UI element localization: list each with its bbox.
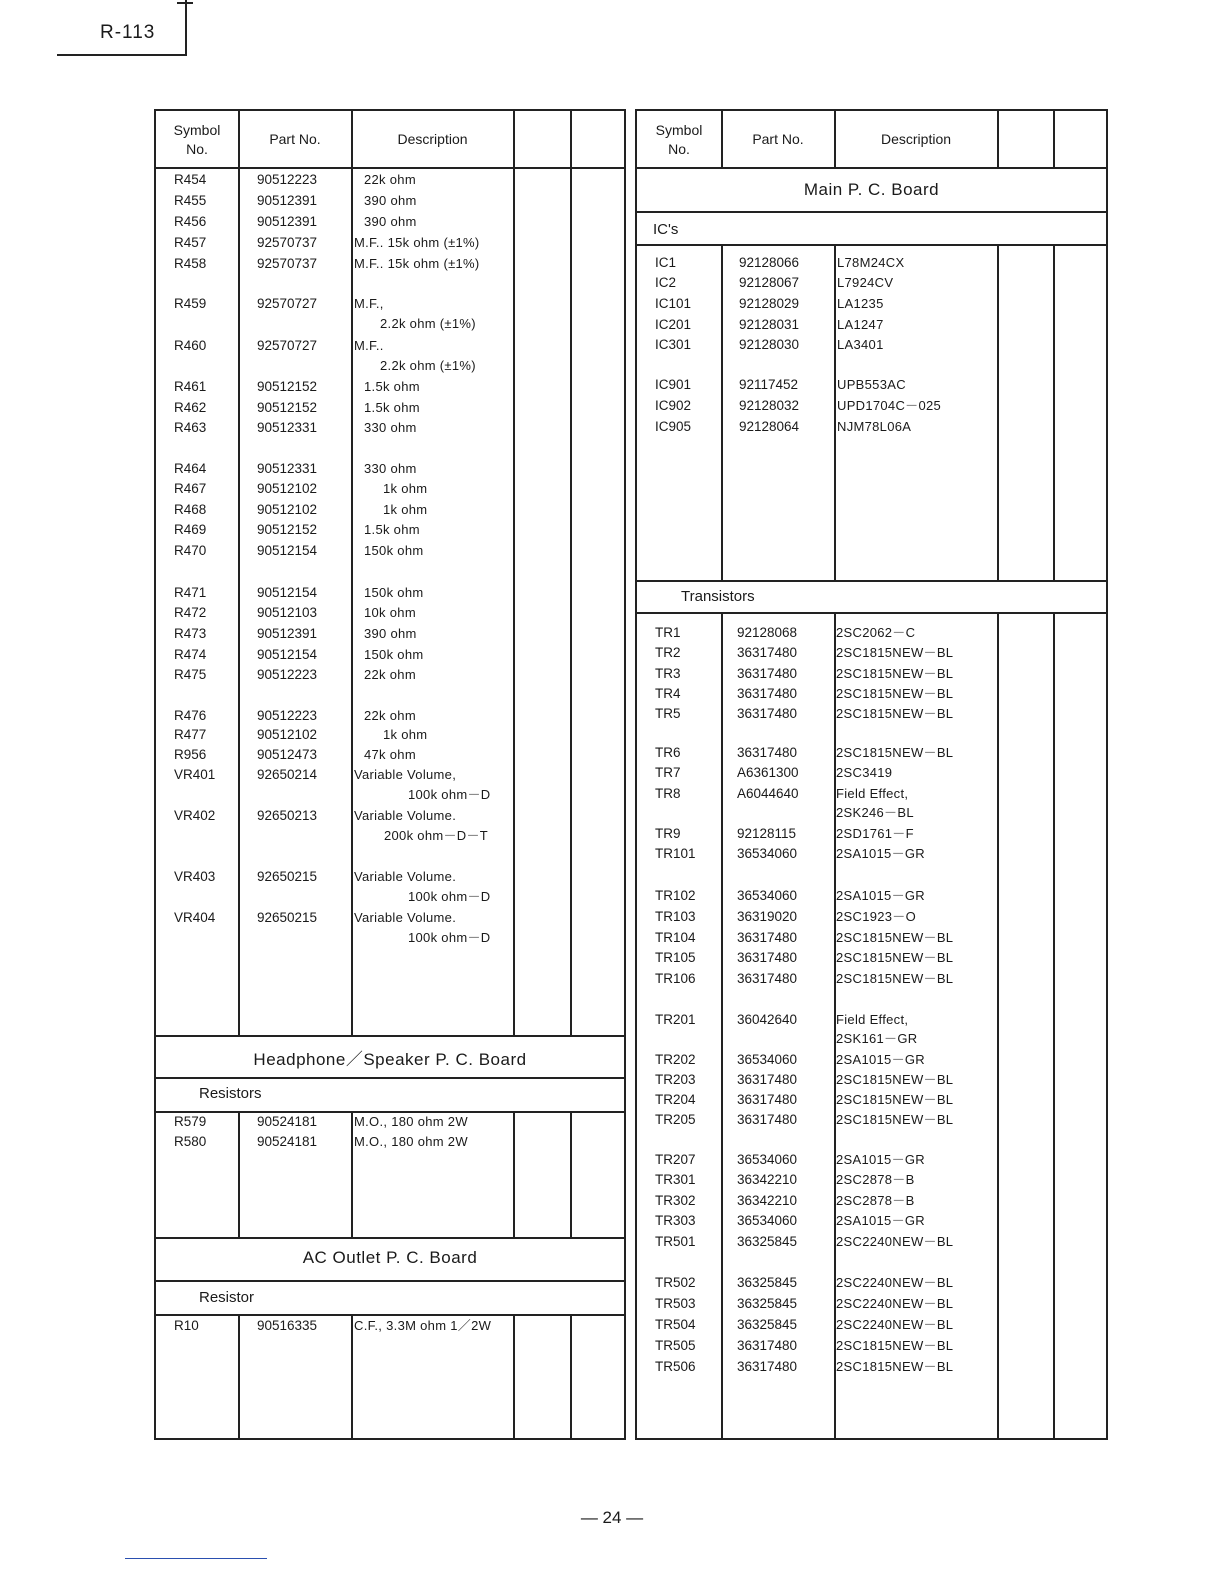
part-number-cell: 92128029 bbox=[739, 296, 800, 311]
description-cell: 200k ohm－D－T bbox=[384, 828, 489, 843]
symbol-cell: IC101 bbox=[655, 296, 692, 311]
description-cell: NJM78L06A bbox=[837, 419, 912, 434]
symbol-cell: TR301 bbox=[655, 1172, 696, 1187]
symbol-cell: TR103 bbox=[655, 909, 696, 924]
part-number-cell: 92570727 bbox=[257, 296, 318, 311]
part-number-cell: A6044640 bbox=[737, 786, 799, 801]
ics-category: IC's bbox=[653, 221, 679, 238]
part-number-cell: 36317480 bbox=[737, 1092, 798, 1107]
description-cell: M.O., 180 ohm 2W bbox=[354, 1114, 468, 1129]
description-cell: 2SC1815NEW－BL bbox=[836, 745, 954, 760]
description-cell: 2SC2878－B bbox=[836, 1193, 915, 1208]
part-number-cell: 90512102 bbox=[257, 481, 318, 496]
description-cell: 150k ohm bbox=[364, 585, 424, 600]
description-cell: 2.2k ohm (±1%) bbox=[380, 316, 476, 331]
symbol-cell: IC901 bbox=[655, 377, 692, 392]
symbol-cell: R472 bbox=[174, 605, 207, 620]
header-rule-tick bbox=[177, 2, 193, 4]
part-number-cell: 92128115 bbox=[737, 826, 797, 841]
description-cell: 2SC2062－C bbox=[836, 625, 916, 640]
description-cell: 2SC1815NEW－BL bbox=[836, 706, 954, 721]
description-cell: 2SC3419 bbox=[836, 765, 893, 780]
part-number-cell: A6361300 bbox=[737, 765, 799, 780]
description-cell: Variable Volume, bbox=[354, 767, 457, 782]
description-cell: 2.2k ohm (±1%) bbox=[380, 358, 476, 373]
symbol-cell: R456 bbox=[174, 214, 207, 229]
description-cell: 2SC1815NEW－BL bbox=[836, 950, 954, 965]
description-cell: 2SC2240NEW－BL bbox=[836, 1234, 954, 1249]
main-board-title: Main P. C. Board bbox=[803, 180, 940, 199]
symbol-cell: TR205 bbox=[655, 1112, 696, 1127]
page-number: — 24 — bbox=[580, 1508, 644, 1527]
part-number-cell: 36317480 bbox=[737, 971, 798, 986]
description-cell: 2SC1815NEW－BL bbox=[836, 930, 954, 945]
header-rule-vertical bbox=[185, 0, 187, 55]
symbol-cell: VR401 bbox=[174, 767, 216, 782]
description-cell: 2SK161－GR bbox=[836, 1031, 918, 1046]
part-number-cell: 36317480 bbox=[737, 1072, 798, 1087]
part-number-cell: 92128068 bbox=[737, 625, 798, 640]
symbol-cell: TR505 bbox=[655, 1338, 696, 1353]
part-number-cell: 36325845 bbox=[737, 1317, 798, 1332]
description-cell: 2SC2240NEW－BL bbox=[836, 1275, 954, 1290]
part-number-cell: 90512152 bbox=[257, 400, 318, 415]
column-header-description: Description bbox=[397, 131, 468, 147]
page-id: R-113 bbox=[100, 22, 156, 43]
description-cell: 2SA1015－GR bbox=[836, 888, 925, 903]
symbol-cell: TR105 bbox=[655, 950, 696, 965]
part-number-cell: 92570727 bbox=[257, 338, 318, 353]
symbol-cell: R579 bbox=[174, 1114, 207, 1129]
symbol-cell: R473 bbox=[174, 626, 207, 641]
description-cell: 2SC1923－O bbox=[836, 909, 917, 924]
part-number-cell: 36325845 bbox=[737, 1275, 798, 1290]
description-cell: 10k ohm bbox=[364, 605, 416, 620]
description-cell: 2SC2240NEW－BL bbox=[836, 1296, 954, 1311]
ac-outlet-category: Resistor bbox=[199, 1289, 255, 1306]
symbol-cell: TR4 bbox=[655, 686, 681, 701]
description-cell: 47k ohm bbox=[364, 747, 416, 762]
part-number-cell: 92117452 bbox=[739, 377, 799, 392]
symbol-cell: IC2 bbox=[655, 275, 677, 290]
right-parts-table bbox=[635, 109, 1108, 1440]
part-number-cell: 92128067 bbox=[739, 275, 800, 290]
symbol-cell: TR207 bbox=[655, 1152, 696, 1167]
description-cell: 2SA1015－GR bbox=[836, 1052, 925, 1067]
symbol-cell: TR8 bbox=[655, 786, 681, 801]
headphone-category: Resistors bbox=[199, 1085, 262, 1102]
part-number-cell: 36317480 bbox=[737, 930, 798, 945]
description-cell: LA1235 bbox=[837, 296, 884, 311]
description-cell: 100k ohm－D bbox=[408, 787, 491, 802]
symbol-cell: R10 bbox=[174, 1318, 199, 1333]
description-cell: 390 ohm bbox=[364, 193, 417, 208]
description-cell: 330 ohm bbox=[364, 420, 417, 435]
symbol-cell: TR5 bbox=[655, 706, 681, 721]
part-number-cell: 90512152 bbox=[257, 379, 318, 394]
symbol-cell: R467 bbox=[174, 481, 207, 496]
description-cell: L78M24CX bbox=[837, 255, 905, 270]
part-number-cell: 36042640 bbox=[737, 1012, 798, 1027]
ac-outlet-board-title: AC Outlet P. C. Board bbox=[302, 1248, 478, 1267]
symbol-cell: R476 bbox=[174, 708, 207, 723]
description-cell: M.F., bbox=[354, 296, 384, 311]
symbol-cell: R454 bbox=[174, 172, 207, 187]
description-cell: 1k ohm bbox=[383, 727, 428, 742]
description-cell: 2SC1815NEW－BL bbox=[836, 666, 954, 681]
symbol-cell: R468 bbox=[174, 502, 207, 517]
symbol-cell: TR7 bbox=[655, 765, 681, 780]
part-number-cell: 92650215 bbox=[257, 910, 318, 925]
part-number-cell: 36319020 bbox=[737, 909, 798, 924]
part-number-cell: 90512102 bbox=[257, 727, 318, 742]
part-number-cell: 90512391 bbox=[257, 214, 318, 229]
symbol-cell: R474 bbox=[174, 647, 207, 662]
symbol-cell: VR404 bbox=[174, 910, 216, 925]
part-number-cell: 90512103 bbox=[257, 605, 318, 620]
part-number-cell: 90524181 bbox=[257, 1114, 318, 1129]
description-cell: 2SC1815NEW－BL bbox=[836, 1359, 954, 1374]
part-number-cell: 90512154 bbox=[257, 585, 318, 600]
symbol-cell: TR302 bbox=[655, 1193, 696, 1208]
symbol-cell: R469 bbox=[174, 522, 207, 537]
symbol-cell: R460 bbox=[174, 338, 207, 353]
description-cell: 390 ohm bbox=[364, 626, 417, 641]
description-cell: L7924CV bbox=[837, 275, 894, 290]
part-number-cell: 90512102 bbox=[257, 502, 318, 517]
symbol-cell: R475 bbox=[174, 667, 207, 682]
symbol-cell: VR402 bbox=[174, 808, 216, 823]
symbol-cell: TR506 bbox=[655, 1359, 696, 1374]
part-number-cell: 90512223 bbox=[257, 667, 318, 682]
part-number-cell: 92650213 bbox=[257, 808, 318, 823]
symbol-cell: R470 bbox=[174, 543, 207, 558]
description-cell: 1.5k ohm bbox=[364, 400, 420, 415]
part-number-cell: 90512154 bbox=[257, 543, 318, 558]
symbol-cell: TR504 bbox=[655, 1317, 696, 1332]
symbol-cell: TR202 bbox=[655, 1052, 696, 1067]
part-number-cell: 90512223 bbox=[257, 172, 318, 187]
part-number-cell: 92650214 bbox=[257, 767, 318, 782]
description-cell: 2SK246－BL bbox=[836, 805, 914, 820]
description-cell: 2SD1761－F bbox=[836, 826, 914, 841]
part-number-cell: 36317480 bbox=[737, 745, 798, 760]
part-number-cell: 90512391 bbox=[257, 193, 318, 208]
symbol-cell: TR1 bbox=[655, 625, 681, 640]
part-number-cell: 36325845 bbox=[737, 1296, 798, 1311]
part-number-cell: 90512331 bbox=[257, 420, 318, 435]
symbol-cell: R956 bbox=[174, 747, 207, 762]
headphone-board-title: Headphone／Speaker P. C. Board bbox=[253, 1050, 527, 1069]
description-cell: 390 ohm bbox=[364, 214, 417, 229]
description-cell: 2SA1015－GR bbox=[836, 1152, 925, 1167]
part-number-cell: 36534060 bbox=[737, 1152, 798, 1167]
symbol-cell: TR201 bbox=[655, 1012, 696, 1027]
part-number-cell: 36317480 bbox=[737, 686, 798, 701]
description-cell: 2SC1815NEW－BL bbox=[836, 971, 954, 986]
part-number-cell: 36534060 bbox=[737, 1213, 798, 1228]
description-cell: C.F., 3.3M ohm 1／2W bbox=[354, 1318, 492, 1333]
description-cell: Field Effect, bbox=[836, 786, 909, 801]
transistors-category: Transistors bbox=[681, 588, 755, 605]
symbol-cell: TR203 bbox=[655, 1072, 696, 1087]
part-number-cell: 36317480 bbox=[737, 645, 798, 660]
part-number-cell: 90524181 bbox=[257, 1134, 318, 1149]
description-cell: M.F.. 15k ohm (±1%) bbox=[354, 235, 480, 250]
description-cell: M.F.. bbox=[354, 338, 384, 353]
part-number-cell: 92128030 bbox=[739, 337, 800, 352]
description-cell: 2SC1815NEW－BL bbox=[836, 1112, 954, 1127]
part-number-cell: 36534060 bbox=[737, 846, 798, 861]
description-cell: 150k ohm bbox=[364, 543, 424, 558]
part-number-cell: 36317480 bbox=[737, 666, 798, 681]
symbol-cell: TR6 bbox=[655, 745, 681, 760]
part-number-cell: 36317480 bbox=[737, 1359, 798, 1374]
part-number-cell: 92128032 bbox=[739, 398, 800, 413]
part-number-cell: 36317480 bbox=[737, 1112, 798, 1127]
part-number-cell: 36342210 bbox=[737, 1193, 798, 1208]
description-cell: 1.5k ohm bbox=[364, 379, 420, 394]
description-cell: 2SC1815NEW－BL bbox=[836, 645, 954, 660]
symbol-cell: TR9 bbox=[655, 826, 681, 841]
part-number-cell: 92128066 bbox=[739, 255, 800, 270]
description-cell: M.O., 180 ohm 2W bbox=[354, 1134, 468, 1149]
symbol-cell: TR106 bbox=[655, 971, 696, 986]
column-header-symbol: Symbol No. bbox=[173, 121, 221, 157]
symbol-cell: R477 bbox=[174, 727, 207, 742]
part-number-cell: 36342210 bbox=[737, 1172, 798, 1187]
part-number-cell: 90512473 bbox=[257, 747, 318, 762]
description-cell: 2SC1815NEW－BL bbox=[836, 1092, 954, 1107]
part-number-cell: 90512223 bbox=[257, 708, 318, 723]
description-cell: 2SC1815NEW－BL bbox=[836, 1338, 954, 1353]
description-cell: 150k ohm bbox=[364, 647, 424, 662]
symbol-cell: IC301 bbox=[655, 337, 692, 352]
bottom-rule bbox=[125, 1558, 267, 1559]
left-parts-table bbox=[154, 109, 626, 1440]
symbol-cell: R459 bbox=[174, 296, 207, 311]
symbol-cell: TR501 bbox=[655, 1234, 696, 1249]
header-rule-horizontal bbox=[57, 54, 187, 56]
symbol-cell: R458 bbox=[174, 256, 207, 271]
part-number-cell: 92570737 bbox=[257, 256, 318, 271]
symbol-cell: R464 bbox=[174, 461, 207, 476]
description-cell: Variable Volume. bbox=[354, 910, 457, 925]
symbol-cell: IC1 bbox=[655, 255, 677, 270]
symbol-cell: IC905 bbox=[655, 419, 692, 434]
part-number-cell: 36534060 bbox=[737, 1052, 798, 1067]
description-cell: 100k ohm－D bbox=[408, 889, 491, 904]
description-cell: Variable Volume. bbox=[354, 869, 457, 884]
column-header-part: Part No. bbox=[752, 131, 804, 147]
description-cell: 2SC1815NEW－BL bbox=[836, 686, 954, 701]
symbol-cell: TR104 bbox=[655, 930, 696, 945]
description-cell: 1k ohm bbox=[383, 481, 428, 496]
symbol-cell: TR3 bbox=[655, 666, 681, 681]
description-cell: 22k ohm bbox=[364, 172, 416, 187]
part-number-cell: 36317480 bbox=[737, 950, 798, 965]
description-cell: 2SC2878－B bbox=[836, 1172, 915, 1187]
part-number-cell: 90512331 bbox=[257, 461, 318, 476]
part-number-cell: 36325845 bbox=[737, 1234, 798, 1249]
description-cell: 2SA1015－GR bbox=[836, 846, 925, 861]
description-cell: M.F.. 15k ohm (±1%) bbox=[354, 256, 480, 271]
description-cell: 1.5k ohm bbox=[364, 522, 420, 537]
symbol-cell: TR102 bbox=[655, 888, 696, 903]
description-cell: LA1247 bbox=[837, 317, 884, 332]
part-number-cell: 90512391 bbox=[257, 626, 318, 641]
part-number-cell: 90512154 bbox=[257, 647, 318, 662]
part-number-cell: 36534060 bbox=[737, 888, 798, 903]
symbol-cell: R457 bbox=[174, 235, 207, 250]
symbol-cell: TR502 bbox=[655, 1275, 696, 1290]
description-cell: 100k ohm－D bbox=[408, 930, 491, 945]
description-cell: Field Effect, bbox=[836, 1012, 909, 1027]
description-cell: UPD1704C－025 bbox=[837, 398, 942, 413]
symbol-cell: VR403 bbox=[174, 869, 216, 884]
description-cell: 2SA1015－GR bbox=[836, 1213, 925, 1228]
part-number-cell: 92570737 bbox=[257, 235, 318, 250]
column-header-symbol: Symbol No. bbox=[655, 121, 703, 157]
symbol-cell: TR303 bbox=[655, 1213, 696, 1228]
part-number-cell: 92128064 bbox=[739, 419, 800, 434]
description-cell: LA3401 bbox=[837, 337, 884, 352]
column-header-description: Description bbox=[880, 131, 952, 147]
symbol-cell: R463 bbox=[174, 420, 207, 435]
symbol-cell: IC902 bbox=[655, 398, 692, 413]
symbol-cell: TR101 bbox=[655, 846, 696, 861]
part-number-cell: 90512152 bbox=[257, 522, 318, 537]
description-cell: 2SC1815NEW－BL bbox=[836, 1072, 954, 1087]
description-cell: 2SC2240NEW－BL bbox=[836, 1317, 954, 1332]
symbol-cell: IC201 bbox=[655, 317, 692, 332]
column-header-part: Part No. bbox=[269, 131, 321, 147]
description-cell: Variable Volume. bbox=[354, 808, 457, 823]
part-number-cell: 36317480 bbox=[737, 1338, 798, 1353]
symbol-cell: TR503 bbox=[655, 1296, 696, 1311]
symbol-cell: R462 bbox=[174, 400, 207, 415]
part-number-cell: 90516335 bbox=[257, 1318, 318, 1333]
description-cell: 22k ohm bbox=[364, 667, 416, 682]
symbol-cell: R455 bbox=[174, 193, 207, 208]
symbol-cell: TR2 bbox=[655, 645, 681, 660]
symbol-cell: R461 bbox=[174, 379, 207, 394]
symbol-cell: R471 bbox=[174, 585, 207, 600]
part-number-cell: 36317480 bbox=[737, 706, 798, 721]
part-number-cell: 92128031 bbox=[739, 317, 800, 332]
part-number-cell: 92650215 bbox=[257, 869, 318, 884]
symbol-cell: R580 bbox=[174, 1134, 207, 1149]
description-cell: UPB553AC bbox=[837, 377, 906, 392]
description-cell: 1k ohm bbox=[383, 502, 428, 517]
symbol-cell: TR204 bbox=[655, 1092, 696, 1107]
description-cell: 22k ohm bbox=[364, 708, 416, 723]
description-cell: 330 ohm bbox=[364, 461, 417, 476]
